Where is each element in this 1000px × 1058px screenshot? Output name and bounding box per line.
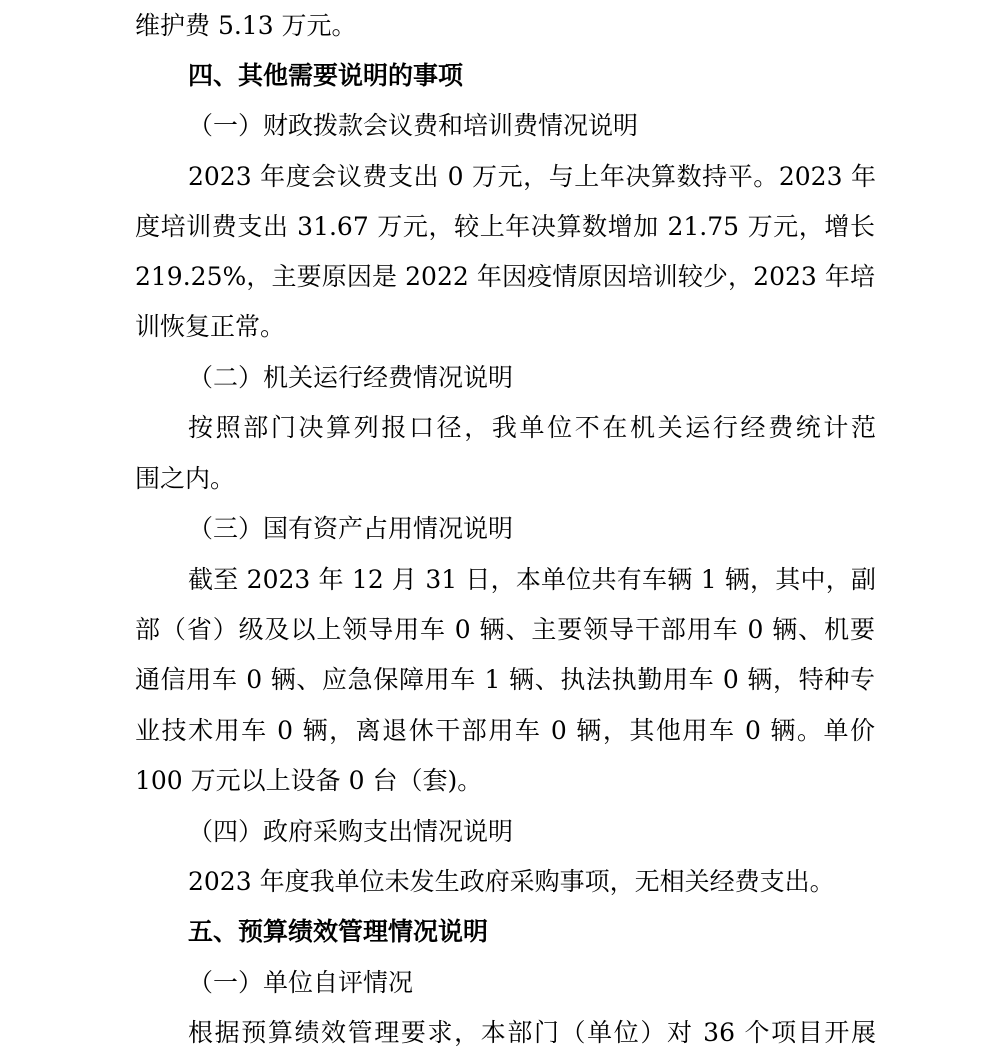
- paragraph-line: 部（省）级及以上领导用车 0 辆、主要领导干部用车 0 辆、机要: [135, 615, 875, 644]
- subsection-heading: （二）机关运行经费情况说明: [188, 363, 514, 392]
- paragraph-line: 通信用车 0 辆、应急保障用车 1 辆、执法执勤用车 0 辆，特种专: [135, 665, 875, 694]
- paragraph-line: 按照部门决算列报口径，我单位不在机关运行经费统计范: [188, 413, 876, 442]
- paragraph-line: 维护费 5.13 万元。: [135, 11, 357, 40]
- paragraph-line: 219.25%，主要原因是 2022 年因疫情原因培训较少，2023 年培: [135, 262, 875, 291]
- paragraph-line: 度培训费支出 31.67 万元，较上年决算数增加 21.75 万元，增长: [135, 212, 875, 241]
- paragraph-line: 2023 年度会议费支出 0 万元，与上年决算数持平。2023 年: [188, 162, 876, 191]
- subsection-heading: （一）财政拨款会议费和培训费情况说明: [188, 111, 639, 140]
- subsection-heading: （四）政府采购支出情况说明: [188, 817, 514, 846]
- paragraph-line: 截至 2023 年 12 月 31 日，本单位共有车辆 1 辆，其中，副: [188, 565, 876, 594]
- paragraph-line: 训恢复正常。: [135, 312, 286, 341]
- paragraph-line: 业技术用车 0 辆，离退休干部用车 0 辆，其他用车 0 辆。单价: [135, 716, 875, 745]
- paragraph-line: 围之内。: [135, 464, 236, 493]
- subsection-heading: （一）单位自评情况: [188, 968, 414, 997]
- paragraph-line: 2023 年度我单位未发生政府采购事项，无相关经费支出。: [188, 867, 835, 896]
- paragraph-line: 100 万元以上设备 0 台（套)。: [135, 766, 483, 795]
- section-heading: 四、其他需要说明的事项: [188, 61, 464, 90]
- section-heading: 五、预算绩效管理情况说明: [188, 917, 489, 946]
- subsection-heading: （三）国有资产占用情况说明: [188, 514, 514, 543]
- paragraph-line: 根据预算绩效管理要求，本部门（单位）对 36 个项目开展: [188, 1018, 876, 1047]
